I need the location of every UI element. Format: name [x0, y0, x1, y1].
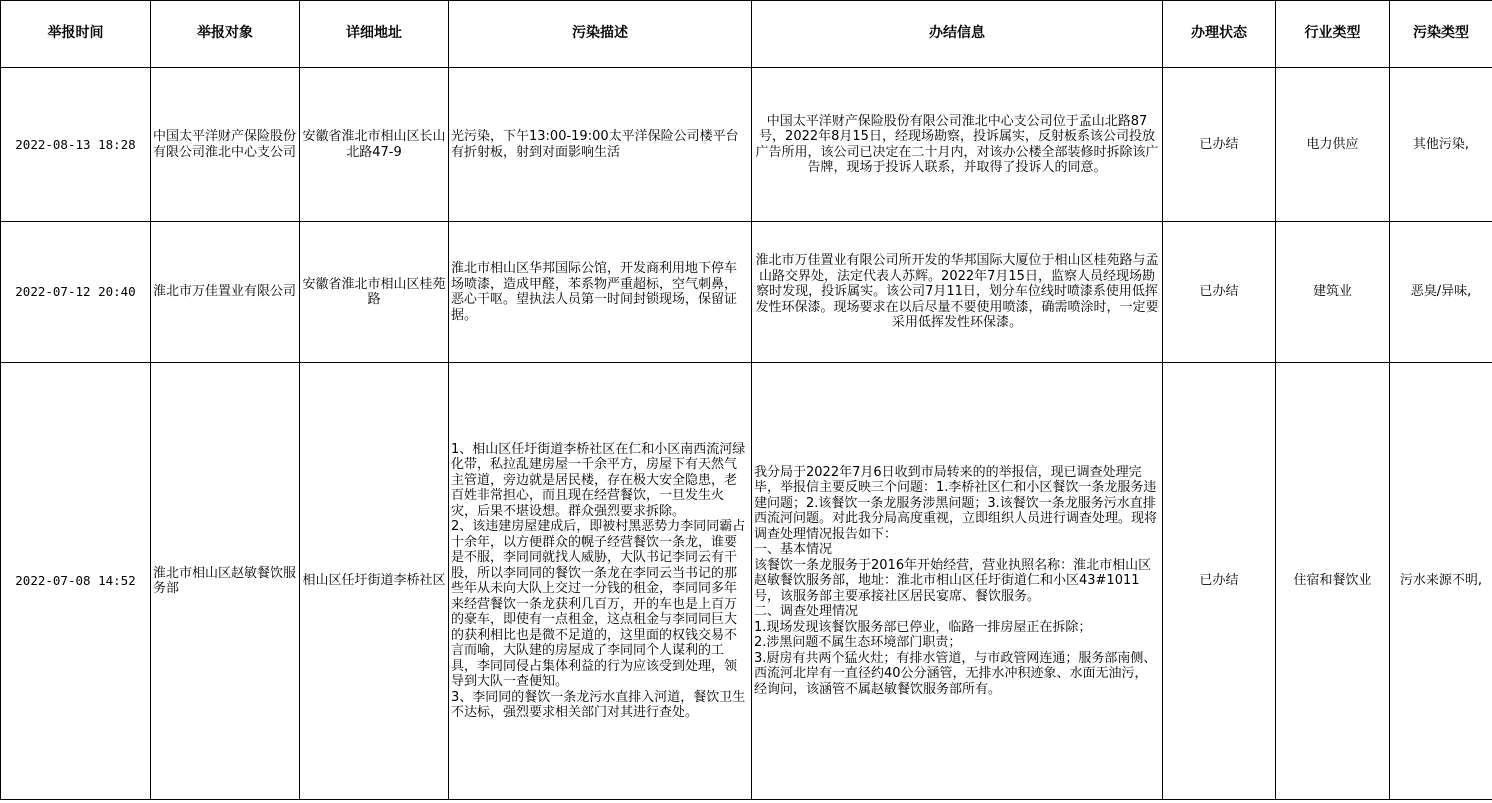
header-pollution-type: 污染类型: [1390, 1, 1492, 68]
cell-resolution: 我分局于2022年7月6日收到市局转来的的举报信，现已调查处理完毕，举报信主要反映三个问题：1.李桥社区仁和小区餐饮一条龙服务违建问题；2.该餐饮一条龙服务涉黑问题；3.该餐饮一条龙服务污水直排西流河问题。对此我分局高度重视，立即组织人员进行调查处理。现将调查处理情况报告如下： 一、基本情况 该餐饮一条龙服务于2016年开始经营，营业执照名称：淮北市相山区赵敏餐饮服务部，地址：淮北市相山区任圩街道仁和小区43#1011号，该服务部主要承接社区居民宴席、餐饮服务。 二、调查处理情况 1.现场发现该餐饮服务部已停业，临路一排房屋正在拆除； 2.涉黑问题不属生态环境部门职责； 3.厨房有共两个猛火灶；有排水管道，与市政管网连通；服务部南侧、西流河北岸有一直径约40公分涵管，无排水冲积迹象、水面无油污，经询问，该涵管不属赵敏餐饮服务部所有。: [752, 363, 1163, 800]
cell-address: 安徽省淮北市相山区桂苑路: [300, 222, 449, 363]
cell-address: 安徽省淮北市相山区长山北路47-9: [300, 68, 449, 222]
cell-target: 中国太平洋财产保险股份有限公司淮北中心支公司: [151, 68, 300, 222]
cell-pollution-type: 恶臭/异味,: [1390, 222, 1492, 363]
cell-description: 1、相山区任圩街道李桥社区在仁和小区南西流河绿化带，私拉乱建房屋一千余平方，房屋下有天然气主管道，旁边就是居民楼，存在极大安全隐患，老百姓非常担心，而且现在经营餐饮，一旦发生火灾，后果不堪设想。群众强烈要求拆除。 2、该违建房屋建成后，即被村黑恶势力李同同霸占十余年，以方便群众的幌子经营餐饮一条龙，谁要是不服，李同同就找人威胁，大队书记李同云有干股，所以李同同的餐饮一条龙在李同云当书记的那些年从未向大队上交过一分钱的租金，李同同多年来经营餐饮一条龙获利几百万，开的车也是上百万的豪车，即使有一点租金，这点租金与李同同巨大的获利相比也是微不足道的，这里面的权钱交易不言而喻，大队建的房屋成了李同同个人谋利的工具，李同同侵占集体利益的行为应该受到处理，领导到大队一查便知。 3、李同同的餐饮一条龙污水直排入河道，餐饮卫生不达标，强烈要求相关部门对其进行查处。: [449, 363, 752, 800]
cell-industry: 住宿和餐饮业: [1276, 363, 1390, 800]
cell-address: 相山区任圩街道李桥社区: [300, 363, 449, 800]
cell-resolution: 中国太平洋财产保险股份有限公司淮北中心支公司位于孟山北路87号，2022年8月15日，经现场勘察，投诉属实，反射板系该公司投放广告所用，该公司已决定在二十月内，对该办公楼全部装修时拆除该广告牌，现场于投诉人联系，并取得了投诉人的同意。: [752, 68, 1163, 222]
header-time: 举报时间: [1, 1, 151, 68]
cell-description: 淮北市相山区华邦国际公馆，开发商利用地下停车场喷漆，造成甲醛，苯系物严重超标，空气刺鼻，恶心干呕。望执法人员第一时间封锁现场，保留证据。: [449, 222, 752, 363]
header-target: 举报对象: [151, 1, 300, 68]
cell-status: 已办结: [1163, 222, 1276, 363]
cell-status: 已办结: [1163, 68, 1276, 222]
table-row: [1, 222, 1492, 363]
cell-status: 已办结: [1163, 363, 1276, 800]
cell-target: 淮北市万佳置业有限公司: [151, 222, 300, 363]
cell-pollution-type: 其他污染,: [1390, 68, 1492, 222]
cell-target: 淮北市相山区赵敏餐饮服务部: [151, 363, 300, 800]
header-resolution: 办结信息: [752, 1, 1163, 68]
cell-resolution: 淮北市万佳置业有限公司所开发的华邦国际大厦位于相山区桂苑路与孟山路交界处，法定代表人苏辉。2022年7月15日，监察人员经现场勘察时发现，投诉属实。该公司7月11日，划分车位线时喷漆系使用低挥发性环保漆。现场要求在以后尽量不要使用喷漆，确需喷涂时，一定要采用低挥发性环保漆。: [752, 222, 1163, 363]
cell-time: 2022-07-08 14:52: [1, 363, 151, 800]
header-status: 办理状态: [1163, 1, 1276, 68]
header-row: [1, 1, 1492, 68]
table-row: [1, 363, 1492, 800]
header-description: 污染描述: [449, 1, 752, 68]
cell-industry: 电力供应: [1276, 68, 1390, 222]
header-industry: 行业类型: [1276, 1, 1390, 68]
cell-industry: 建筑业: [1276, 222, 1390, 363]
cell-description: 光污染，下午13:00-19:00太平洋保险公司楼平台有折射板，射到对面影响生活: [449, 68, 752, 222]
cell-time: 2022-08-13 18:28: [1, 68, 151, 222]
table-row: [1, 68, 1492, 222]
cell-pollution-type: 污水来源不明,: [1390, 363, 1492, 800]
cell-time: 2022-07-12 20:40: [1, 222, 151, 363]
header-address: 详细地址: [300, 1, 449, 68]
